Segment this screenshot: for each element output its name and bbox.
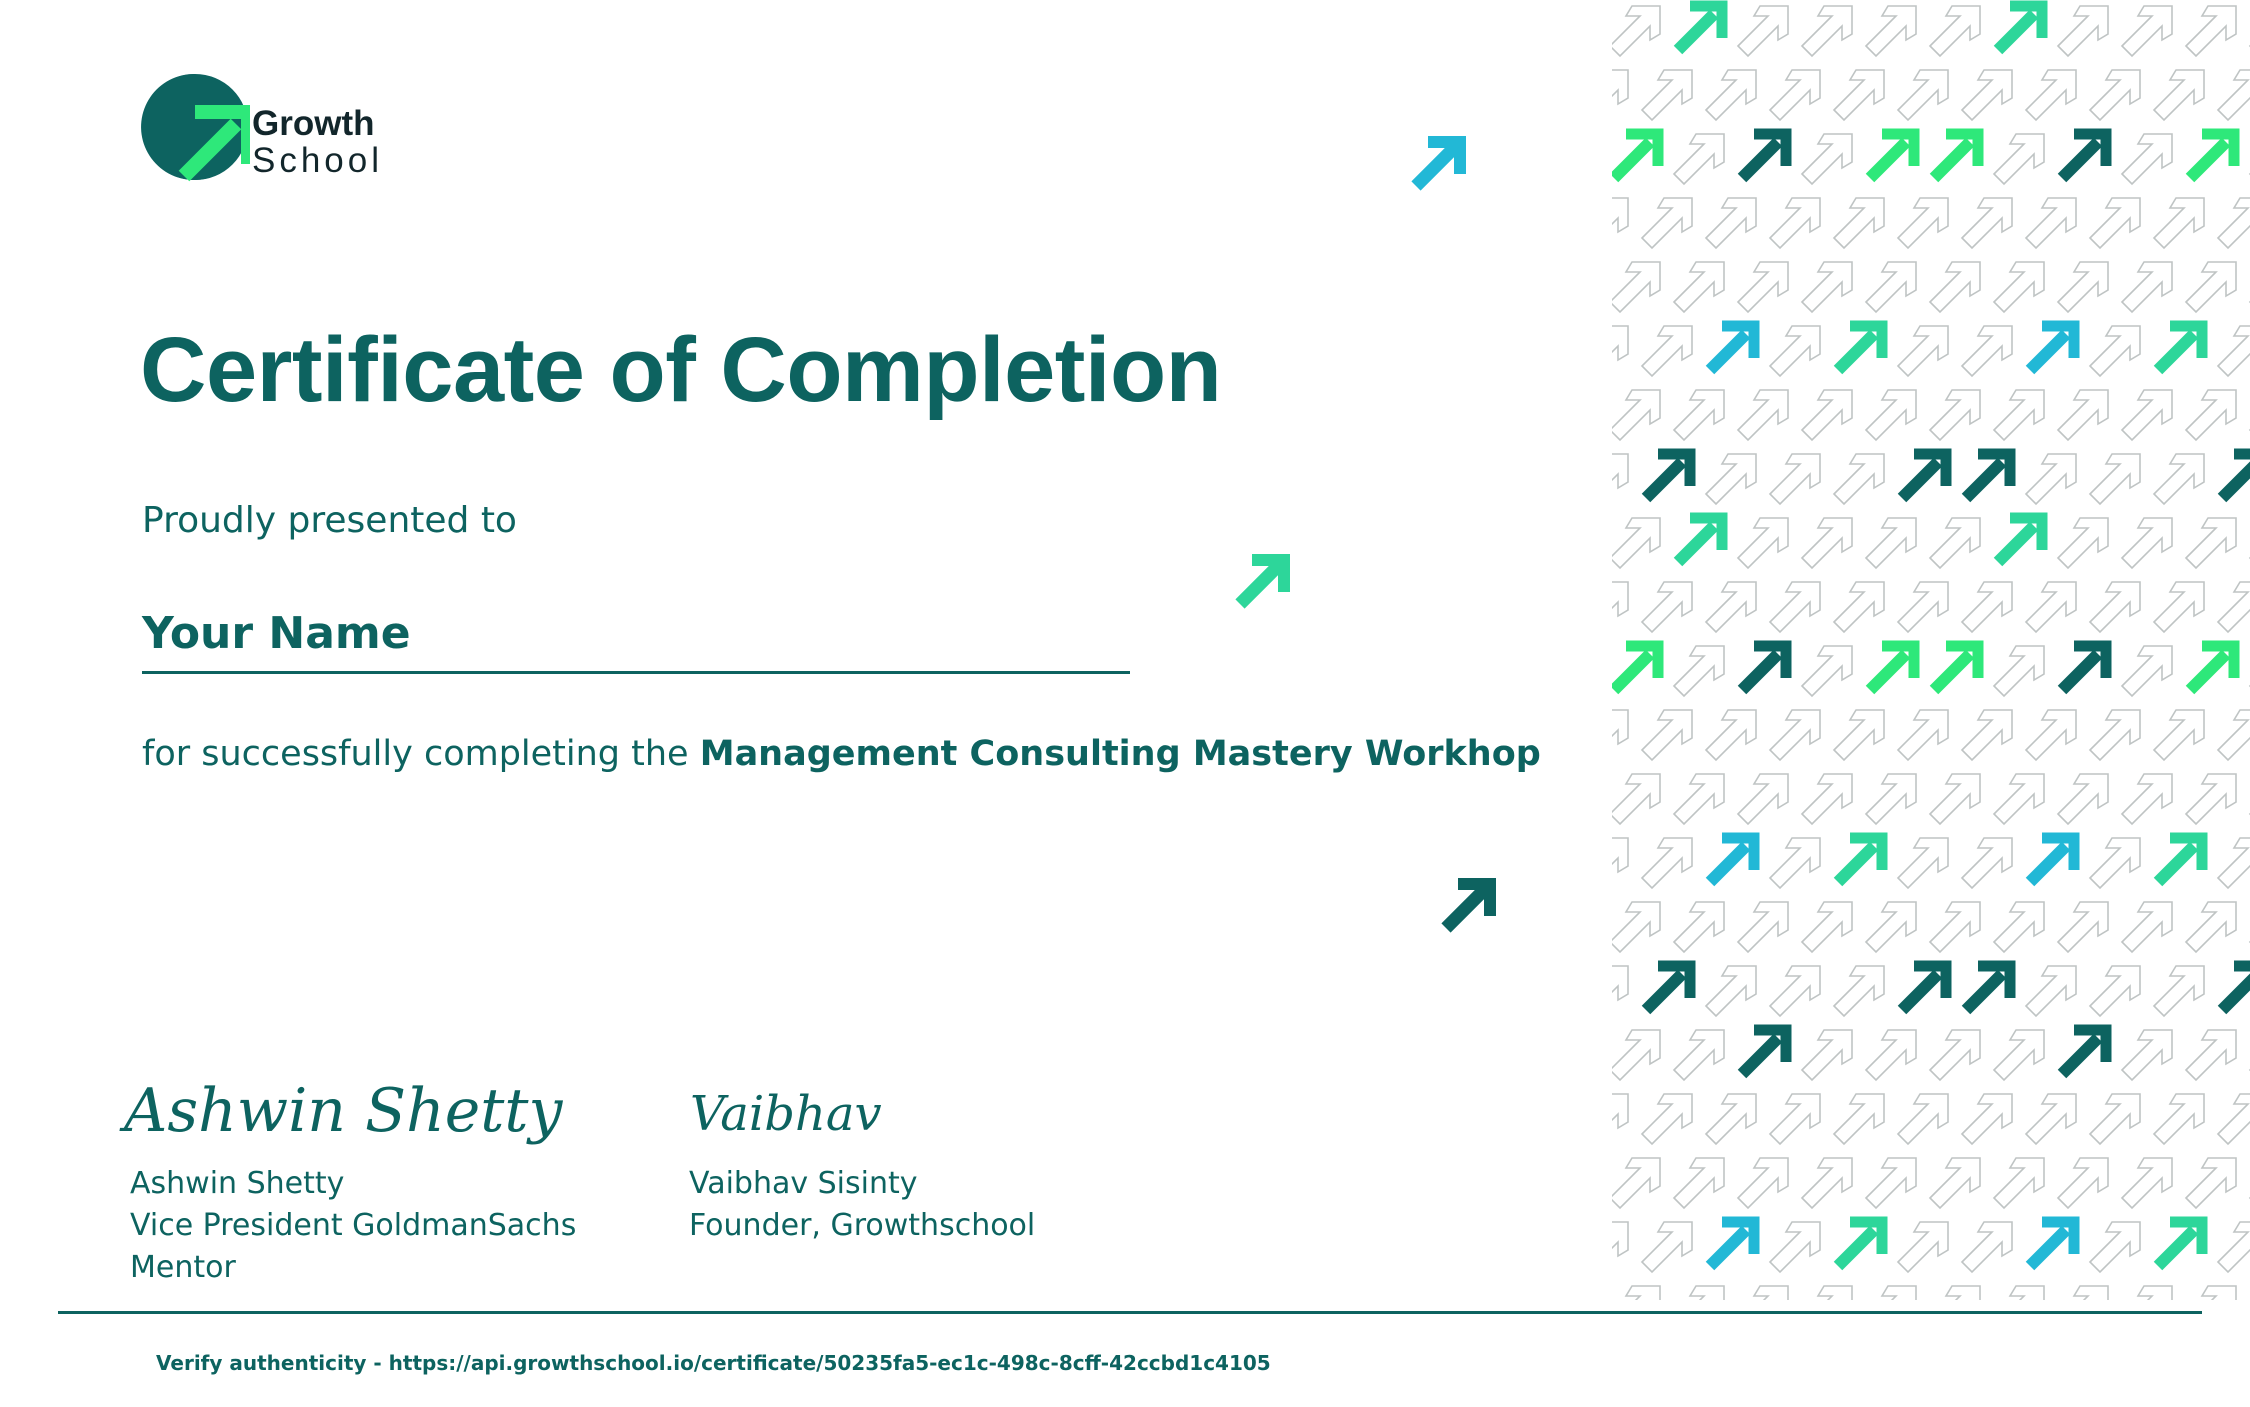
arrow-up-right-icon xyxy=(2090,326,2140,376)
arrow-up-right-icon xyxy=(2026,966,2076,1016)
arrow-up-right-icon xyxy=(2154,198,2204,248)
arrow-up-right-icon xyxy=(2158,326,2202,370)
signatory-1-name: Ashwin Shetty xyxy=(130,1166,345,1201)
arrow-up-right-icon xyxy=(2122,774,2172,824)
arrow-up-right-icon xyxy=(1994,390,2044,440)
arrow-up-right-icon xyxy=(2030,1222,2074,1266)
arrow-up-right-icon xyxy=(1994,262,2044,312)
arrow-up-right-icon xyxy=(1962,70,2012,120)
logo-line-school: School xyxy=(252,140,384,180)
arrow-up-right-icon xyxy=(1710,1222,1754,1266)
arrow-up-right-icon xyxy=(1930,518,1980,568)
arrow-up-right-icon xyxy=(2090,710,2140,760)
arrow-up-right-icon xyxy=(2218,582,2250,632)
arrow-up-right-icon xyxy=(1642,198,1692,248)
arrow-up-right-icon xyxy=(1994,134,2044,184)
arrow-up-right-icon xyxy=(1742,134,1786,178)
arrow-up-right-icon xyxy=(1994,1030,2044,1080)
name-underline xyxy=(142,671,1130,674)
arrow-up-right-icon xyxy=(1802,646,1852,696)
arrow-up-right-icon xyxy=(1612,6,1660,56)
arrow-up-right-icon xyxy=(1802,6,1852,56)
signatory-1-details xyxy=(130,1163,576,1289)
arrow-up-right-icon xyxy=(1802,1030,1852,1080)
arrow-up-right-icon xyxy=(2058,1158,2108,1208)
arrow-up-right-icon xyxy=(1898,838,1948,888)
arrow-up-right-icon xyxy=(1710,838,1754,882)
arrow-up-right-icon xyxy=(1802,518,1852,568)
arrow-up-right-icon xyxy=(2030,326,2074,370)
signature-vaibhav: Vaibhav xyxy=(690,1086,882,1142)
arrow-up-right-icon xyxy=(1642,1222,1692,1272)
arrow-up-right-icon xyxy=(1612,454,1628,504)
arrow-up-right-icon xyxy=(1998,518,2042,562)
arrow-up-right-icon xyxy=(1614,646,1658,690)
arrow-up-right-icon xyxy=(1674,390,1724,440)
arrow-up-right-icon xyxy=(1930,6,1980,56)
arrow-up-right-icon xyxy=(1898,198,1948,248)
arrow-up-right-icon xyxy=(1642,710,1692,760)
arrow-up-right-icon xyxy=(1866,774,1916,824)
arrow-up-right-icon xyxy=(2186,1286,2236,1300)
arrow-up-right-icon xyxy=(1642,838,1692,888)
arrow-up-right-icon xyxy=(1866,1286,1916,1300)
arrow-up-right-icon xyxy=(2154,70,2204,120)
course-name: Management Consulting Mastery Workhop xyxy=(699,734,1541,774)
arrow-up-right-icon xyxy=(1612,902,1660,952)
arrow-up-right-icon xyxy=(2090,838,2140,888)
arrow-up-right-icon xyxy=(1674,1030,1724,1080)
arrow-up-right-icon xyxy=(1930,262,1980,312)
presented-label: Proudly presented to xyxy=(142,500,517,541)
arrow-up-right-icon xyxy=(2218,70,2250,120)
arrow-up-right-icon xyxy=(1612,838,1628,888)
arrow-up-right-icon xyxy=(1994,774,2044,824)
arrow-up-right-icon xyxy=(2154,582,2204,632)
arrow-up-right-icon xyxy=(2026,454,2076,504)
growth-arrow-logo-icon xyxy=(140,72,250,182)
arrow-up-right-icon xyxy=(1612,198,1628,248)
arrow-up-right-icon xyxy=(1866,6,1916,56)
footer-divider xyxy=(58,1311,2202,1314)
arrow-up-right-icon xyxy=(2186,518,2236,568)
arrow-up-right-icon xyxy=(2090,1094,2140,1144)
arrow-up-right-icon xyxy=(2090,966,2140,1016)
arrow-up-right-icon xyxy=(1802,902,1852,952)
arrow-up-right-icon xyxy=(1802,1286,1852,1300)
arrow-up-right-icon xyxy=(1898,582,1948,632)
arrow-up-right-icon xyxy=(1706,198,1756,248)
arrow-up-right-icon xyxy=(2218,326,2250,376)
arrow-up-right-icon xyxy=(2122,1286,2172,1300)
arrow-up-right-icon xyxy=(1902,966,1946,1010)
arrow-up-right-icon xyxy=(1834,966,1884,1016)
arrow-up-right-icon xyxy=(1612,1222,1628,1272)
arrow-up-right-icon xyxy=(1834,198,1884,248)
arrow-up-right-icon xyxy=(1738,518,1788,568)
arrow-up-right-icon xyxy=(1612,1158,1660,1208)
arrow-up-right-icon xyxy=(1642,70,1692,120)
arrow-up-right-icon xyxy=(2058,6,2108,56)
arrow-up-right-icon xyxy=(1706,454,1756,504)
arrow-up-right-icon xyxy=(1614,134,1658,178)
arrow-up-right-icon xyxy=(1770,454,1820,504)
arrow-up-right-icon xyxy=(1962,198,2012,248)
arrow-up-right-icon xyxy=(1674,134,1724,184)
arrow-up-right-icon xyxy=(2122,518,2172,568)
arrow-up-right-icon xyxy=(1770,70,1820,120)
signatory-1-role: Vice President GoldmanSachs xyxy=(130,1208,577,1243)
arrow-up-right-icon xyxy=(2026,582,2076,632)
arrow-up-right-icon xyxy=(1898,1222,1948,1272)
arrow-up-right-icon xyxy=(2154,966,2204,1016)
arrow-up-right-icon xyxy=(2090,198,2140,248)
completion-statement xyxy=(142,734,1541,774)
arrow-up-right-icon xyxy=(2122,6,2172,56)
arrow-up-right-icon xyxy=(2186,902,2236,952)
arrow-up-right-icon xyxy=(1706,710,1756,760)
arrow-up-right-icon xyxy=(1674,1286,1724,1300)
arrow-up-right-icon xyxy=(1994,1158,2044,1208)
arrow-up-right-icon xyxy=(1612,70,1628,120)
arrow-up-right-icon xyxy=(1870,134,1914,178)
arrow-up-right-icon xyxy=(1962,582,2012,632)
arrow-up-right-icon xyxy=(1706,966,1756,1016)
arrow-up-right-icon xyxy=(1898,326,1948,376)
arrow-up-right-icon xyxy=(1930,902,1980,952)
arrow-up-right-icon xyxy=(2090,582,2140,632)
arrow-up-right-icon xyxy=(1902,454,1946,498)
arrow-up-right-icon xyxy=(1642,582,1692,632)
arrow-up-right-icon xyxy=(1898,710,1948,760)
arrow-up-right-icon xyxy=(1612,582,1628,632)
arrow-up-right-icon xyxy=(1838,1222,1882,1266)
arrow-up-right-icon xyxy=(1802,262,1852,312)
arrow-up-right-icon xyxy=(1962,710,2012,760)
arrow-up-right-icon xyxy=(1738,902,1788,952)
arrow-up-right-icon xyxy=(1870,646,1914,690)
arrow-up-right-icon xyxy=(1770,1222,1820,1272)
signature-ashwin: Ashwin Shetty xyxy=(124,1076,563,1146)
arrow-up-right-icon xyxy=(1738,390,1788,440)
arrow-up-right-icon xyxy=(1934,646,1978,690)
arrow-up-right-icon xyxy=(1994,1286,2044,1300)
arrow-up-right-icon xyxy=(1646,966,1690,1010)
arrow-up-right-icon xyxy=(2186,6,2236,56)
arrow-up-right-icon xyxy=(1742,646,1786,690)
recipient-name: Your Name xyxy=(142,608,411,659)
arrow-up-right-icon xyxy=(1898,70,1948,120)
arrow-up-right-icon xyxy=(1612,966,1628,1016)
arrow-up-right-icon xyxy=(1802,390,1852,440)
arrow-up-right-icon xyxy=(2122,134,2172,184)
arrow-up-right-icon xyxy=(2058,1286,2108,1300)
arrow-up-right-icon xyxy=(1962,1222,2012,1272)
arrow-up-right-icon xyxy=(2058,774,2108,824)
arrow-up-right-icon xyxy=(1770,198,1820,248)
arrow-up-right-icon xyxy=(1866,1030,1916,1080)
arrow-up-right-icon xyxy=(1770,582,1820,632)
arrow-up-right-icon xyxy=(1866,1158,1916,1208)
arrow-up-right-icon xyxy=(2058,262,2108,312)
arrow-up-right-icon xyxy=(1230,548,1296,614)
arrow-up-right-icon xyxy=(2186,774,2236,824)
arrow-up-right-icon xyxy=(1962,1094,2012,1144)
arrow-up-right-icon xyxy=(2186,390,2236,440)
arrow-up-right-icon xyxy=(1838,326,1882,370)
arrow-up-right-icon xyxy=(1994,902,2044,952)
arrow-up-right-icon xyxy=(1738,1286,1788,1300)
arrow-up-right-icon xyxy=(1866,518,1916,568)
arrow-up-right-icon xyxy=(2190,646,2234,690)
arrow-up-right-icon xyxy=(1770,1094,1820,1144)
arrow-up-right-icon xyxy=(1612,518,1660,568)
arrow-up-right-icon xyxy=(1770,838,1820,888)
arrow-up-right-icon xyxy=(2026,70,2076,120)
arrow-up-right-icon xyxy=(1962,838,2012,888)
arrow-up-right-icon xyxy=(1738,1158,1788,1208)
arrow-up-right-icon xyxy=(1834,70,1884,120)
arrow-up-right-icon xyxy=(1770,966,1820,1016)
arrow-up-right-icon xyxy=(1706,70,1756,120)
arrow-up-right-icon xyxy=(1738,262,1788,312)
arrow-up-right-icon xyxy=(1710,326,1754,370)
arrow-up-right-icon xyxy=(1642,1094,1692,1144)
arrow-up-right-icon xyxy=(1802,134,1852,184)
arrow-up-right-icon xyxy=(2122,1158,2172,1208)
arrow-up-right-icon xyxy=(2090,454,2140,504)
verify-link[interactable]: Verify authenticity - https://api.growthschool.io/certificate/50235fa5-ec1c-498c-8cff-42ccbd1c4105 xyxy=(156,1351,1271,1375)
arrow-up-right-icon xyxy=(2058,902,2108,952)
arrow-up-right-icon xyxy=(1612,1094,1628,1144)
arrow-up-right-icon xyxy=(2218,198,2250,248)
arrow-up-right-icon xyxy=(1962,326,2012,376)
arrow-up-right-icon xyxy=(2090,1222,2140,1272)
arrow-up-right-icon xyxy=(2030,838,2074,882)
arrow-up-right-icon xyxy=(1642,326,1692,376)
arrow-up-right-icon xyxy=(1674,1158,1724,1208)
arrow-up-right-icon xyxy=(1612,390,1660,440)
arrow-up-right-icon xyxy=(1838,838,1882,882)
arrow-up-right-icon xyxy=(2154,454,2204,504)
arrow-up-right-icon xyxy=(1866,902,1916,952)
arrow-up-right-icon xyxy=(2186,1158,2236,1208)
arrow-up-right-icon xyxy=(2186,262,2236,312)
arrow-up-right-icon xyxy=(2158,838,2202,882)
arrow-pattern-panel xyxy=(1612,0,2250,1300)
arrow-up-right-icon xyxy=(1802,774,1852,824)
arrow-up-right-icon xyxy=(1678,6,1722,50)
growthschool-logo xyxy=(140,72,400,182)
arrow-up-right-icon xyxy=(1930,1158,1980,1208)
arrow-up-right-icon xyxy=(1436,872,1502,938)
arrow-up-right-icon xyxy=(1834,710,1884,760)
arrow-up-right-icon xyxy=(2218,838,2250,888)
arrow-up-right-icon xyxy=(2058,518,2108,568)
arrow-up-right-icon xyxy=(1998,6,2042,50)
arrow-up-right-icon xyxy=(1406,130,1472,196)
arrow-up-right-icon xyxy=(1612,262,1660,312)
arrow-up-right-icon xyxy=(1834,582,1884,632)
arrow-up-right-icon xyxy=(2190,134,2234,178)
arrow-up-right-icon xyxy=(2218,1222,2250,1272)
arrow-up-right-icon xyxy=(1930,1286,1980,1300)
arrow-up-right-icon xyxy=(1738,6,1788,56)
arrow-up-right-icon xyxy=(2154,710,2204,760)
arrow-up-right-icon xyxy=(1834,454,1884,504)
arrow-up-right-icon xyxy=(2090,70,2140,120)
arrow-up-right-icon xyxy=(1674,646,1724,696)
logo-line-growth: Growth xyxy=(252,104,375,143)
arrow-up-right-icon xyxy=(1994,646,2044,696)
arrow-up-right-icon xyxy=(1674,774,1724,824)
arrow-up-right-icon xyxy=(2154,1094,2204,1144)
logo-wordmark xyxy=(252,106,383,180)
arrow-up-right-icon xyxy=(1678,518,1722,562)
arrow-up-right-icon xyxy=(1866,390,1916,440)
arrow-up-right-icon xyxy=(2026,710,2076,760)
arrow-up-right-icon xyxy=(1738,774,1788,824)
signatory-2-details xyxy=(689,1163,1035,1247)
arrow-up-right-icon xyxy=(2222,454,2250,498)
arrow-up-right-icon xyxy=(1674,262,1724,312)
arrow-up-right-icon xyxy=(2186,1030,2236,1080)
signatory-2-role: Founder, Growthschool xyxy=(689,1208,1036,1243)
arrow-up-right-icon xyxy=(2122,646,2172,696)
arrow-up-right-icon xyxy=(2058,390,2108,440)
arrow-up-right-icon xyxy=(1612,326,1628,376)
arrow-up-right-icon xyxy=(1930,774,1980,824)
arrow-up-right-icon xyxy=(1706,582,1756,632)
arrow-up-right-icon xyxy=(2218,1094,2250,1144)
arrow-up-right-icon xyxy=(2158,1222,2202,1266)
arrow-up-right-icon xyxy=(1770,326,1820,376)
arrow-up-right-icon xyxy=(1930,1030,1980,1080)
arrow-up-right-icon xyxy=(2062,1030,2106,1074)
certificate-title: Certificate of Completion xyxy=(140,319,1222,421)
arrow-up-right-icon xyxy=(1612,774,1660,824)
arrow-up-right-icon xyxy=(1802,1158,1852,1208)
signatory-1-title: Mentor xyxy=(130,1250,236,1285)
arrow-up-right-icon xyxy=(1966,966,2010,1010)
completion-prefix: for successfully completing the xyxy=(142,734,689,774)
arrow-up-right-icon xyxy=(1966,454,2010,498)
arrow-up-right-icon xyxy=(1834,1094,1884,1144)
arrow-up-right-icon xyxy=(2122,390,2172,440)
arrow-up-right-icon xyxy=(2218,710,2250,760)
arrow-up-right-icon xyxy=(1706,1094,1756,1144)
arrow-up-right-icon xyxy=(1646,454,1690,498)
arrow-up-right-icon xyxy=(2122,902,2172,952)
arrow-up-right-icon xyxy=(1742,1030,1786,1074)
arrow-up-right-icon xyxy=(1612,710,1628,760)
arrow-up-right-icon xyxy=(2026,1094,2076,1144)
arrow-up-right-icon xyxy=(2026,198,2076,248)
arrow-up-right-icon xyxy=(1770,710,1820,760)
arrow-up-right-icon xyxy=(2122,1030,2172,1080)
arrow-up-right-icon xyxy=(2122,262,2172,312)
arrow-up-right-icon xyxy=(1612,1030,1660,1080)
arrow-up-right-icon xyxy=(2222,966,2250,1010)
arrow-up-right-icon xyxy=(1934,134,1978,178)
arrow-up-right-icon xyxy=(1898,1094,1948,1144)
arrow-up-right-icon xyxy=(2062,134,2106,178)
arrow-up-right-icon xyxy=(2062,646,2106,690)
arrow-up-right-icon xyxy=(1612,1286,1660,1300)
arrow-up-right-icon xyxy=(1674,902,1724,952)
arrow-up-right-icon xyxy=(1866,262,1916,312)
arrow-up-right-icon xyxy=(1930,390,1980,440)
signatory-2-name: Vaibhav Sisinty xyxy=(689,1166,918,1201)
